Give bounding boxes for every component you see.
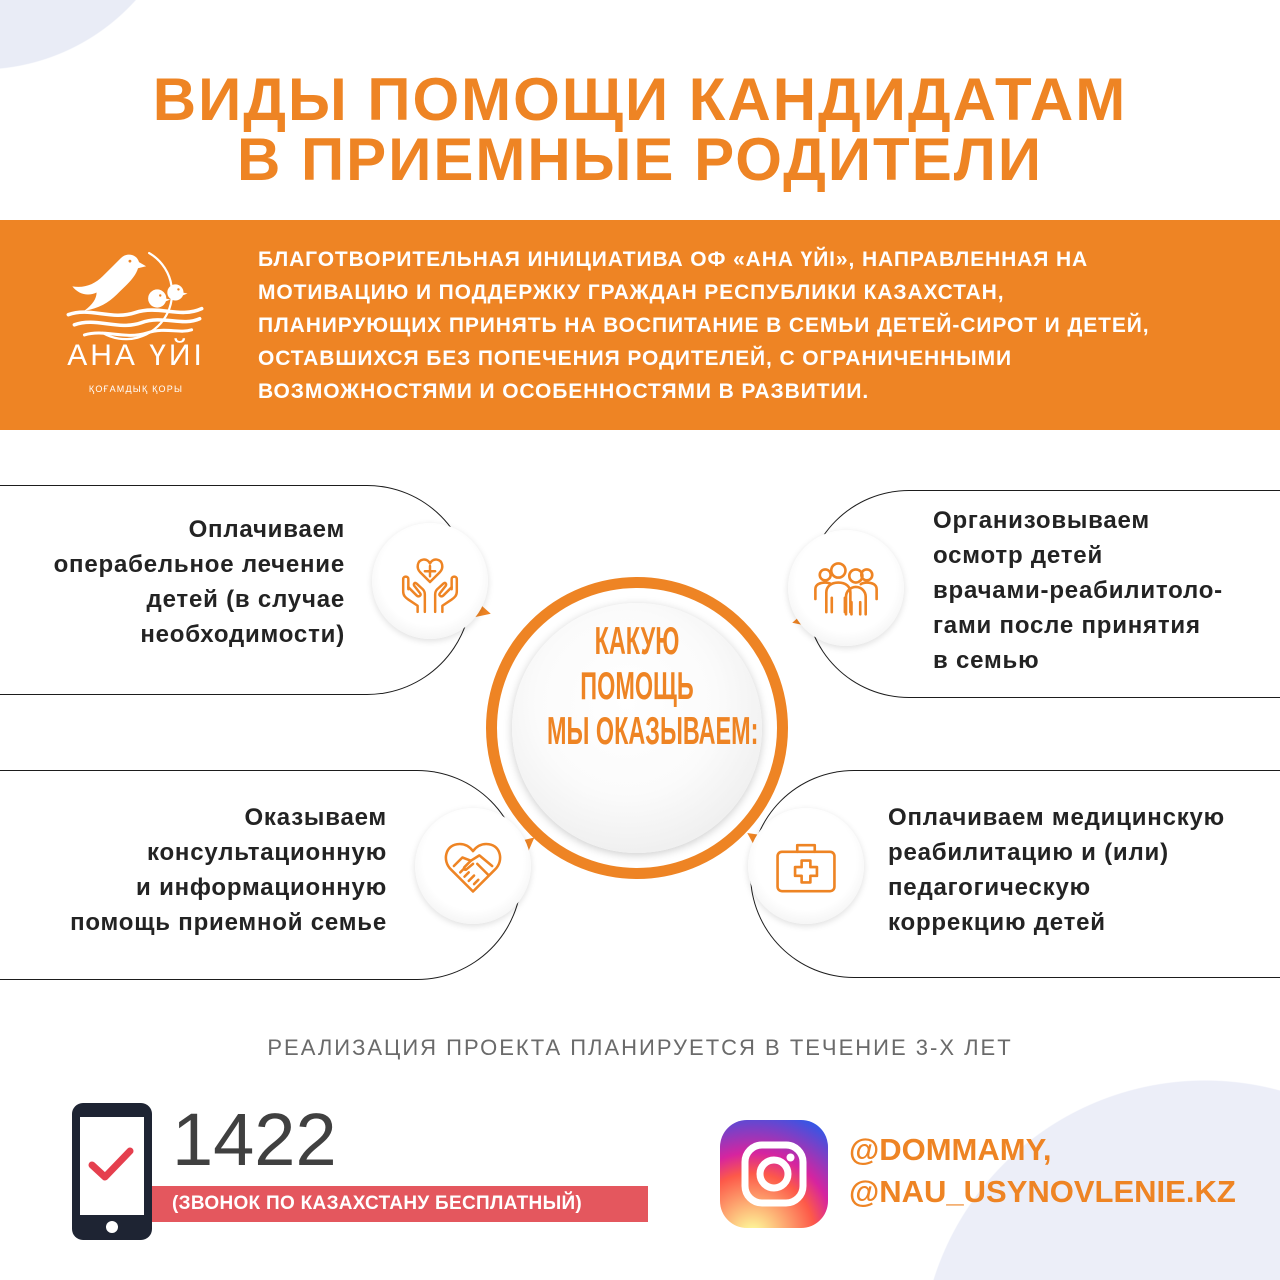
service-line: Организовываем (933, 507, 1150, 534)
service-line: в семью (933, 647, 1040, 674)
center-heading-line: КАКУЮ (594, 620, 680, 663)
service-line: коррекцию детей (888, 909, 1106, 936)
hotline-number: 1422 (172, 1098, 337, 1181)
service-line: Оплачиваем (188, 516, 345, 543)
center-heading-line: МЫ ОКАЗЫВАЕМ: (547, 710, 759, 753)
service-line: Оказываем (244, 804, 387, 831)
instagram-handle: @NAU_USYNOVLENIE.KZ (849, 1174, 1236, 1209)
center-heading (547, 619, 759, 754)
service-line: врачами-реабилитоло- (933, 577, 1223, 604)
service-line: консультационную (146, 839, 387, 866)
service-text-consulting (37, 800, 387, 940)
hotline-note: (ЗВОНОК ПО КАЗАХСТАНУ БЕСПЛАТНЫЙ) (172, 1193, 583, 1214)
service-line: и информационную (136, 874, 387, 901)
service-icon-badge (372, 523, 488, 639)
banner-line: ОСТАВШИХСЯ БЕЗ ПОПЕЧЕНИЯ РОДИТЕЛЕЙ, С ОГРАНИЧЕННЫМИ (258, 347, 1013, 370)
banner-line: ВОЗМОЖНОСТЯМИ И ОСОБЕННОСТЯМИ В РАЗВИТИИ. (258, 380, 870, 403)
service-line: реабилитацию и (или) (888, 839, 1169, 866)
logo-subtitle: ҚОҒАМДЫҚ ҚОРЫ (88, 384, 184, 394)
center-heading-line: ПОМОЩЬ (580, 665, 694, 708)
instagram-handle: @DOMMAMY, (849, 1132, 1052, 1167)
service-text-rehabilitation (888, 800, 1258, 940)
service-icon-badge (415, 808, 531, 924)
title-line: В ПРИЕМНЫЕ РОДИТЕЛИ (237, 126, 1043, 193)
people-group-icon (811, 553, 881, 623)
banner-description (258, 243, 1258, 408)
service-line: Оплачиваем медицинскую (888, 804, 1225, 831)
service-text-examination (933, 503, 1263, 678)
banner-line: ПЛАНИРУЮЩИХ ПРИНЯТЬ НА ВОСПИТАНИЕ В СЕМЬИ ДЕТЕЙ-СИРОТ И ДЕТЕЙ, (258, 314, 1150, 337)
logo-name: АНА ҮЙІ (67, 339, 205, 372)
hands-holding-heart-icon (397, 548, 463, 614)
project-duration-note: РЕАЛИЗАЦИЯ ПРОЕКТА ПЛАНИРУЕТСЯ В ТЕЧЕНИЕ 3-Х ЛЕТ (267, 1035, 1013, 1060)
service-line: детей (в случае (146, 586, 345, 613)
service-icon-badge (788, 530, 904, 646)
service-line: необходимости) (140, 621, 345, 648)
phone-check-icon (72, 1103, 152, 1240)
service-line: педагогическую (888, 874, 1091, 901)
service-line: операбельное лечение (53, 551, 345, 578)
banner-line: МОТИВАЦИЮ И ПОДДЕРЖКУ ГРАЖДАН РЕСПУБЛИКИ КАЗАХСТАН, (258, 281, 1005, 304)
service-line: гами после принятия (933, 612, 1201, 639)
service-line: помощь приемной семье (70, 909, 387, 936)
title-line: ВИДЫ ПОМОЩИ КАНДИДАТАМ (152, 66, 1128, 133)
service-text-surgery (25, 512, 345, 652)
first-aid-kit-icon (771, 831, 841, 901)
handshake-heart-icon (439, 832, 507, 900)
service-line: осмотр детей (933, 542, 1103, 569)
camera-glyph-icon (720, 1120, 828, 1228)
instagram-handles (849, 1129, 1236, 1213)
instagram-icon (720, 1120, 828, 1228)
service-icon-badge (748, 808, 864, 924)
dove-nest-logo-icon (60, 248, 212, 344)
page-title (0, 66, 1280, 193)
banner-line: БЛАГОТВОРИТЕЛЬНАЯ ИНИЦИАТИВА ОФ «АНА ҮЙІ», НАПРАВЛЕННАЯ НА (258, 248, 1089, 271)
